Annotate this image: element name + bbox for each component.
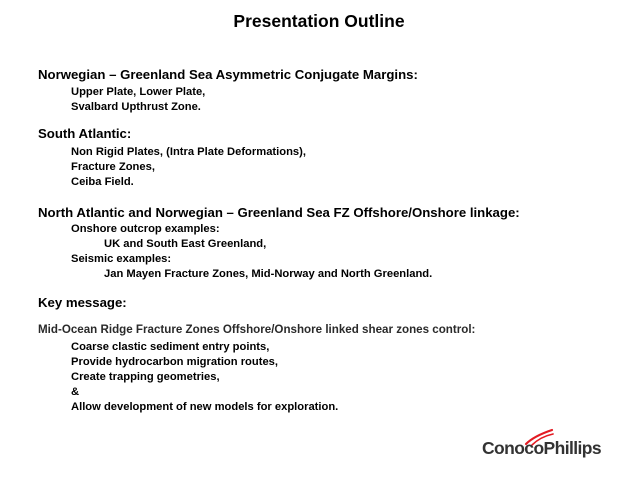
key-message-item: Coarse clastic sediment entry points, — [71, 341, 270, 353]
key-message-item: Allow development of new models for exploration. — [71, 401, 339, 413]
logo-text: ConocoPhillips — [482, 438, 601, 458]
conocophillips-logo — [482, 428, 612, 460]
slide-title: Presentation Outline — [233, 11, 405, 31]
group-label-seismic: Seismic examples: — [71, 253, 172, 265]
section-item: Svalbard Upthrust Zone. — [71, 101, 201, 113]
section-item: Upper Plate, Lower Plate, — [71, 86, 206, 98]
section-heading-north-atlantic: North Atlantic and Norwegian – Greenland Sea FZ Offshore/Onshore linkage: — [38, 205, 520, 220]
section-item: Ceiba Field. — [71, 176, 134, 188]
key-message-item: & — [71, 386, 80, 398]
key-message-subheading: Mid-Ocean Ridge Fracture Zones Offshore/Onshore linked shear zones control: — [38, 323, 476, 336]
group-label-onshore: Onshore outcrop examples: — [71, 223, 220, 235]
section-heading-key-message: Key message: — [38, 295, 127, 310]
group-detail-seismic: Jan Mayen Fracture Zones, Mid-Norway and North Greenland. — [104, 268, 433, 280]
group-detail-onshore: UK and South East Greenland, — [104, 238, 267, 250]
key-message-item: Create trapping geometries, — [71, 371, 220, 383]
key-message-item: Provide hydrocarbon migration routes, — [71, 356, 279, 368]
section-item: Non Rigid Plates, (Intra Plate Deformations), — [71, 146, 306, 158]
section-item: Fracture Zones, — [71, 161, 155, 173]
section-heading-south-atlantic: South Atlantic: — [38, 126, 132, 141]
section-heading-norwegian-greenland: Norwegian – Greenland Sea Asymmetric Conjugate Margins: — [38, 67, 418, 82]
